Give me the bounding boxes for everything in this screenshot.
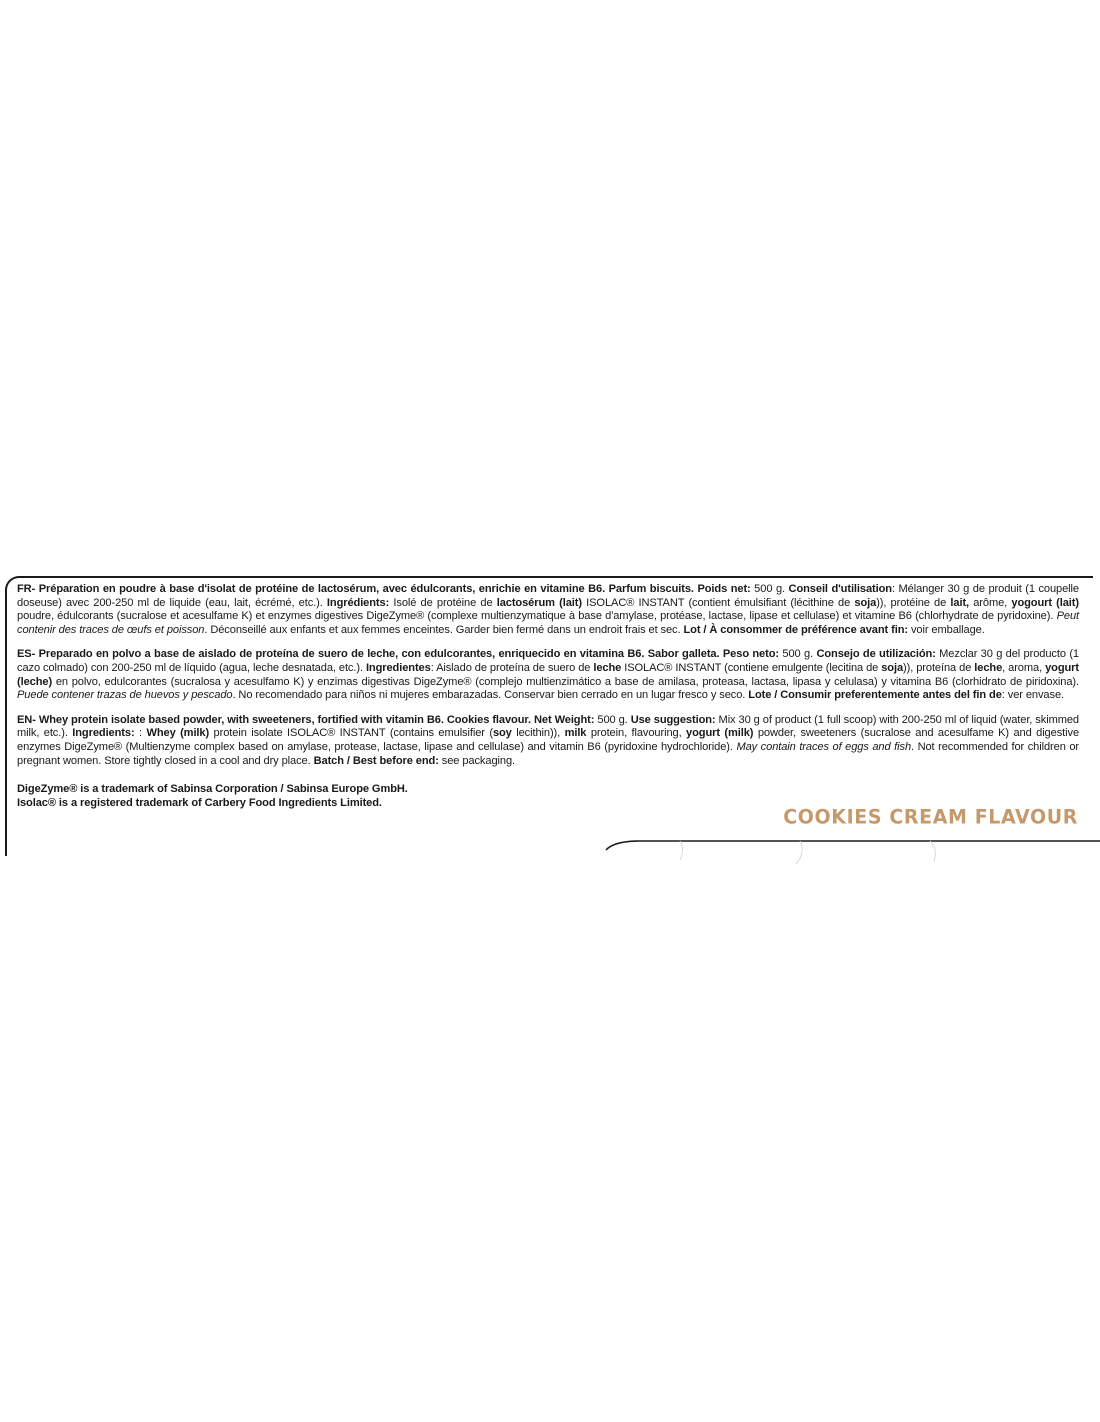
en-usage-heading: Use suggestion: [630,713,716,726]
digezyme-trademark: DigeZyme® is a trademark of Sabinsa Corporation / Sabinsa Europe GmbH. [17,783,408,796]
es-ingredients-text: , aroma, [1002,661,1046,674]
en-batch-text: see packaging. [438,754,516,767]
es-storage-text: . No recomendado para niños ni mujeres embarazadas. Conservar bien cerrado en un lugar fresco y seco. [232,689,749,702]
es-description: ES- Preparado en polvo a base de aislado de proteína de suero de leche, con edulcorantes, enriquecido en vitamina B6. Sabor galleta. Peso neto: [17,648,779,661]
fr-batch-heading: Lot / À consommer de préférence avant fin: [683,623,908,636]
spanish-paragraph [17,648,1079,702]
es-batch-text: : ver envase. [1001,689,1064,702]
en-allergen: milk [564,727,587,740]
es-usage-text: Mezclar 30 g del producto (1 cazo colmado) con 200-250 ml de líquido (agua, leche desnatada, etc.). [17,648,1079,674]
es-net-weight: 500 g. [779,648,817,661]
fr-usage-heading: Conseil d'utilisation [788,583,892,595]
en-allergen: yogurt (milk) [686,727,754,740]
french-paragraph [17,583,1079,637]
isolac-trademark: Isolac® is a registered trademark of Carbery Food Ingredients Limited. [17,796,382,809]
en-batch-heading: Batch / Best before end: [313,754,439,767]
fr-ingredients-heading: Ingrédients: [326,596,390,609]
fr-description: FR- Préparation en poudre à base d'isolat de protéine de lactosérum, avec édulcorants, enrichie en vitamine B6. Parfum biscuits. Poids net: [17,583,751,595]
es-ingredients-text: en polvo, edulcorantes (sucralosa y acesulfamo K) y enzimas digestivas DigeZyme® (complejo multienzimático a base de amilasa, proteasa, lactasa, lipasa y celulasa) y vitamina B6 (clorhidrato de piridoxina). [52,675,1079,688]
es-traces-warning: Puede contener trazas de huevos y pescado [17,689,233,702]
es-allergen: leche [593,661,622,674]
flavour-title: COOKIES CREAM FLAVOUR [783,805,1078,829]
es-usage-heading: Consejo de utilización: [816,648,936,661]
es-ingredients-text: ISOLAC® INSTANT (contiene emulgente (lecitina de [621,661,882,674]
en-traces-warning: May contain traces of eggs and fish [736,740,912,753]
fr-ingredients-text: arôme, [969,596,1012,609]
fr-ingredients-text: )), protéine de [876,596,951,609]
en-description: EN- Whey protein isolate based powder, with sweeteners, fortified with vitamin B6. Cookies flavour. Net Weight: [17,713,595,726]
es-ingredients-heading: Ingredientes [365,661,431,674]
en-storage-text: . Not recommended for children or pregnant women. Store tightly closed in a cool and dry place. [17,740,1080,767]
es-batch-heading: Lote / Consumir preferentemente antes del fin de [748,689,1002,702]
en-ingredients-text: lecithin)), [511,727,565,740]
en-ingredients-heading: Ingredients: [72,727,135,740]
fr-ingredients-text: ISOLAC® INSTANT (contient émulsifiant (lécithine de [581,596,855,609]
en-allergen: Whey (milk) [146,727,210,740]
en-ingredients-text: protein isolate ISOLAC® INSTANT (contains emulsifier ( [209,727,493,740]
es-allergen: soja [881,661,904,674]
es-ingredients-text: )), proteína de [903,661,975,674]
fr-allergen: lait, [950,596,970,609]
label-text-block [17,583,1079,810]
fr-ingredients-text: Isolé de protéine de [389,596,497,609]
en-usage-text: Mix 30 g of product (1 full scoop) with 200-250 ml of liquid (water, skimmed milk, etc.). [17,713,1079,740]
english-paragraph [17,714,1079,768]
decorative-arc [600,836,1100,876]
fr-allergen: soja [854,596,877,609]
es-ingredients-text: : Aislado de proteína de suero de [430,661,594,674]
es-allergen: leche [974,661,1003,674]
fr-allergen: lactosérum (lait) [496,596,582,609]
en-ingredients-text: protein, flavouring, [586,727,687,740]
fr-batch-text: voir emballage. [907,623,985,636]
fr-traces-warning: Peut contenir des traces de œufs et poisson [17,610,1079,636]
fr-ingredients-text: poudre, édulcorants (sucralose et acesulfame K) et enzymes digestives DigeZyme® (complexe multienzymatique à base d'amylase, protéase, lactase, lipase et cellulase) et vitamine B6 (chlorhydrate de pyridoxine). [17,610,1057,623]
en-allergen: soy [492,727,512,740]
en-net-weight: 500 g. [594,713,631,726]
fr-allergen: yogourt (lait) [1011,596,1079,609]
en-ingredients-text: : [134,727,147,740]
es-allergen: yogurt (leche) [17,661,1079,688]
fr-usage-text: : Mélanger 30 g de produit (1 coupelle doseuse) avec 200-250 ml de liquide (eau, lait, écrémé, etc.). [17,583,1079,609]
fr-net-weight: 500 g. [750,583,789,595]
en-ingredients-text: powder, sweeteners (sucralose and acesulfame K) and digestive enzymes DigeZyme® (Multienzyme complex based on amylase, protease, lactase, lipase and cellulase) and vitamin B6 (pyridoxine hydrochloride). [17,727,1080,753]
fr-storage-text: . Déconseillé aux enfants et aux femmes enceintes. Garder bien fermé dans un endroit frais et sec. [204,623,684,636]
